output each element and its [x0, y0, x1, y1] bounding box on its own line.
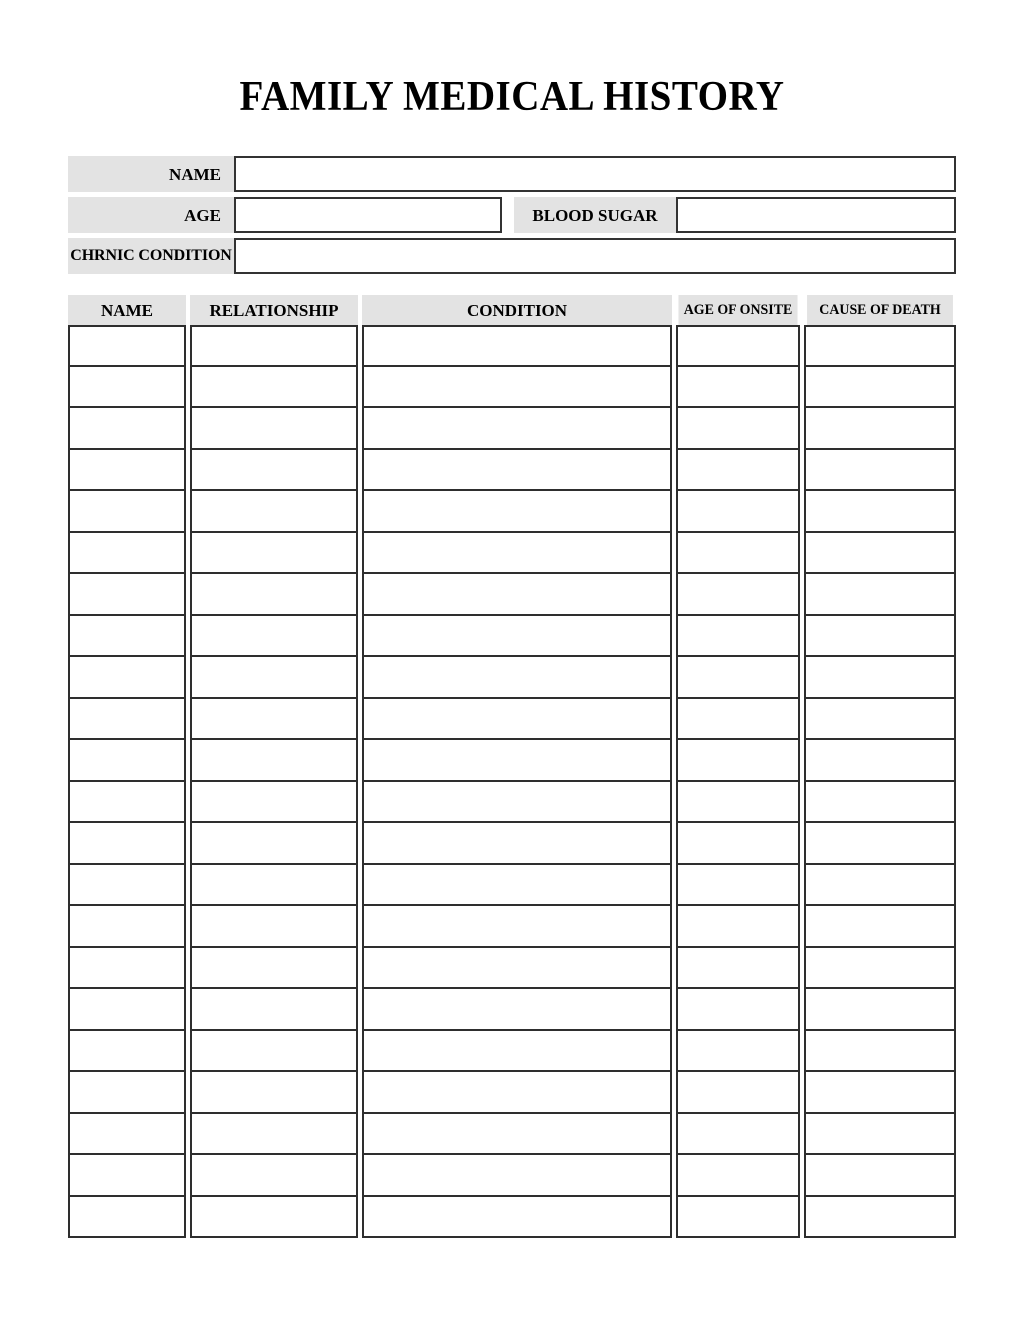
cell-age-of-onsite[interactable]	[676, 655, 800, 699]
cell-condition-wrapper	[362, 823, 672, 865]
table-row	[68, 740, 956, 782]
cell-cause-of-death[interactable]	[804, 614, 956, 658]
column-gap	[672, 295, 676, 325]
table-row	[68, 1114, 956, 1156]
cell-age-of-onsite[interactable]	[676, 1153, 800, 1197]
cell-age-of-onsite[interactable]	[676, 697, 800, 741]
cell-condition-wrapper	[362, 367, 672, 409]
cell-relationship[interactable]	[190, 1029, 358, 1073]
cell-cause-of-death[interactable]	[804, 406, 956, 450]
column-header-condition: CONDITION	[362, 295, 672, 325]
cell-relationship-wrapper	[190, 657, 358, 699]
cell-condition-wrapper	[362, 1031, 672, 1073]
cell-cause-of-death[interactable]	[804, 1153, 956, 1197]
cell-age-of-onsite[interactable]	[676, 614, 800, 658]
cell-age-of-onsite[interactable]	[676, 738, 800, 782]
cell-age-of-onsite-wrapper	[676, 906, 800, 948]
table-row	[68, 325, 956, 367]
cell-condition[interactable]	[362, 780, 672, 824]
cell-name-wrapper	[68, 1197, 186, 1239]
cell-age-of-onsite-wrapper	[676, 657, 800, 699]
cell-name-wrapper	[68, 1031, 186, 1073]
cell-name[interactable]	[68, 1029, 186, 1073]
table-row	[68, 616, 956, 658]
cell-cause-of-death[interactable]	[804, 1070, 956, 1114]
table-row	[68, 533, 956, 575]
cell-cause-of-death[interactable]	[804, 655, 956, 699]
cell-cause-of-death-wrapper	[804, 408, 956, 450]
cell-relationship[interactable]	[190, 655, 358, 699]
cell-name[interactable]	[68, 697, 186, 741]
cell-cause-of-death[interactable]	[804, 365, 956, 409]
cell-age-of-onsite-wrapper	[676, 865, 800, 907]
cell-age-of-onsite[interactable]	[676, 448, 800, 492]
cell-cause-of-death[interactable]	[804, 821, 956, 865]
cell-cause-of-death-wrapper	[804, 450, 956, 492]
table-row	[68, 906, 956, 948]
cell-age-of-onsite-wrapper	[676, 948, 800, 990]
cell-age-of-onsite-wrapper	[676, 367, 800, 409]
cell-age-of-onsite[interactable]	[676, 780, 800, 824]
cell-cause-of-death-wrapper	[804, 948, 956, 990]
cell-condition[interactable]	[362, 863, 672, 907]
cell-age-of-onsite-wrapper	[676, 1072, 800, 1114]
table-row	[68, 1031, 956, 1073]
blood-sugar-input[interactable]	[676, 197, 956, 233]
cell-relationship-wrapper	[190, 989, 358, 1031]
cell-age-of-onsite[interactable]	[676, 904, 800, 948]
name-field-row	[68, 156, 956, 192]
age-blood-sugar-row	[68, 197, 956, 233]
cell-age-of-onsite-wrapper	[676, 491, 800, 533]
cell-age-of-onsite-wrapper	[676, 1197, 800, 1239]
table-header-row	[68, 295, 956, 325]
cell-relationship-wrapper	[190, 616, 358, 658]
cell-condition-wrapper	[362, 740, 672, 782]
cell-age-of-onsite[interactable]	[676, 1112, 800, 1156]
cell-name[interactable]	[68, 946, 186, 990]
cell-name-wrapper	[68, 1114, 186, 1156]
cell-relationship-wrapper	[190, 325, 358, 367]
cell-cause-of-death[interactable]	[804, 697, 956, 741]
cell-cause-of-death[interactable]	[804, 738, 956, 782]
table-row	[68, 657, 956, 699]
cell-condition[interactable]	[362, 325, 672, 367]
cell-name[interactable]	[68, 365, 186, 409]
cell-condition-wrapper	[362, 865, 672, 907]
cell-age-of-onsite[interactable]	[676, 1195, 800, 1239]
table-row	[68, 491, 956, 533]
cell-condition-wrapper	[362, 450, 672, 492]
cell-name-wrapper	[68, 699, 186, 741]
cell-cause-of-death-wrapper	[804, 367, 956, 409]
cell-name[interactable]	[68, 1153, 186, 1197]
column-header-name: NAME	[68, 295, 186, 325]
cell-cause-of-death[interactable]	[804, 1195, 956, 1239]
cell-relationship[interactable]	[190, 1112, 358, 1156]
cell-age-of-onsite[interactable]	[676, 1029, 800, 1073]
cell-name-wrapper	[68, 865, 186, 907]
cell-condition-wrapper	[362, 1114, 672, 1156]
cell-age-of-onsite-wrapper	[676, 616, 800, 658]
cell-cause-of-death-wrapper	[804, 1031, 956, 1073]
cell-condition-wrapper	[362, 325, 672, 367]
cell-relationship-wrapper	[190, 574, 358, 616]
cell-cause-of-death-wrapper	[804, 782, 956, 824]
cell-age-of-onsite[interactable]	[676, 987, 800, 1031]
cell-relationship[interactable]	[190, 863, 358, 907]
cell-relationship-wrapper	[190, 367, 358, 409]
cell-relationship-wrapper	[190, 906, 358, 948]
cell-relationship-wrapper	[190, 948, 358, 990]
cell-relationship[interactable]	[190, 697, 358, 741]
cell-relationship-wrapper	[190, 1031, 358, 1073]
cell-cause-of-death-wrapper	[804, 699, 956, 741]
cell-relationship[interactable]	[190, 946, 358, 990]
table-row	[68, 865, 956, 907]
cell-relationship[interactable]	[190, 904, 358, 948]
table-row	[68, 574, 956, 616]
cell-name-wrapper	[68, 533, 186, 575]
cell-name-wrapper	[68, 989, 186, 1031]
cell-name-wrapper	[68, 408, 186, 450]
field-spacer	[502, 197, 514, 233]
cell-age-of-onsite-wrapper	[676, 450, 800, 492]
page-title: FAMILY MEDICAL HISTORY	[239, 74, 785, 120]
cell-cause-of-death[interactable]	[804, 987, 956, 1031]
cell-relationship[interactable]	[190, 1070, 358, 1114]
column-header-cause-of-death: CAUSE OF DEATH	[807, 295, 953, 325]
cell-age-of-onsite[interactable]	[676, 489, 800, 533]
cell-cause-of-death-wrapper	[804, 989, 956, 1031]
cell-condition[interactable]	[362, 904, 672, 948]
cell-name-wrapper	[68, 906, 186, 948]
cell-age-of-onsite[interactable]	[676, 406, 800, 450]
cell-relationship[interactable]	[190, 780, 358, 824]
cell-cause-of-death[interactable]	[804, 489, 956, 533]
table-row	[68, 823, 956, 865]
cell-name[interactable]	[68, 325, 186, 367]
cell-relationship-wrapper	[190, 740, 358, 782]
cell-condition-wrapper	[362, 906, 672, 948]
cell-cause-of-death-wrapper	[804, 657, 956, 699]
cell-condition[interactable]	[362, 697, 672, 741]
cell-relationship-wrapper	[190, 1114, 358, 1156]
cell-condition[interactable]	[362, 1112, 672, 1156]
cell-age-of-onsite[interactable]	[676, 325, 800, 367]
column-gap	[800, 295, 804, 325]
cell-relationship[interactable]	[190, 614, 358, 658]
cell-condition[interactable]	[362, 946, 672, 990]
cell-cause-of-death[interactable]	[804, 780, 956, 824]
cell-condition[interactable]	[362, 406, 672, 450]
cell-age-of-onsite[interactable]	[676, 821, 800, 865]
cell-age-of-onsite-wrapper	[676, 1114, 800, 1156]
cell-cause-of-death-wrapper	[804, 1197, 956, 1239]
cell-name[interactable]	[68, 448, 186, 492]
cell-cause-of-death-wrapper	[804, 1155, 956, 1197]
cell-cause-of-death[interactable]	[804, 904, 956, 948]
cell-relationship[interactable]	[190, 448, 358, 492]
name-input[interactable]	[234, 156, 956, 192]
chronic-condition-input[interactable]	[234, 238, 956, 274]
cell-condition[interactable]	[362, 365, 672, 409]
cell-name[interactable]	[68, 821, 186, 865]
cell-name[interactable]	[68, 531, 186, 575]
cell-cause-of-death-wrapper	[804, 1072, 956, 1114]
cell-cause-of-death-wrapper	[804, 1114, 956, 1156]
chronic-condition-field-label: CHRNIC CONDITION	[68, 238, 234, 274]
cell-age-of-onsite-wrapper	[676, 1031, 800, 1073]
table-row	[68, 1155, 956, 1197]
cell-cause-of-death-wrapper	[804, 906, 956, 948]
table-row	[68, 450, 956, 492]
table-row	[68, 408, 956, 450]
cell-condition-wrapper	[362, 657, 672, 699]
cell-relationship[interactable]	[190, 325, 358, 367]
cell-condition-wrapper	[362, 1155, 672, 1197]
cell-age-of-onsite[interactable]	[676, 365, 800, 409]
cell-cause-of-death[interactable]	[804, 1029, 956, 1073]
table-row	[68, 1072, 956, 1114]
cell-relationship-wrapper	[190, 533, 358, 575]
cell-relationship-wrapper	[190, 782, 358, 824]
table-row	[68, 989, 956, 1031]
cell-relationship[interactable]	[190, 987, 358, 1031]
cell-age-of-onsite-wrapper	[676, 782, 800, 824]
cell-condition[interactable]	[362, 1029, 672, 1073]
cell-condition-wrapper	[362, 616, 672, 658]
cell-relationship[interactable]	[190, 406, 358, 450]
cell-condition[interactable]	[362, 614, 672, 658]
cell-condition-wrapper	[362, 782, 672, 824]
cell-condition[interactable]	[362, 572, 672, 616]
cell-condition[interactable]	[362, 448, 672, 492]
cell-name-wrapper	[68, 782, 186, 824]
cell-name-wrapper	[68, 823, 186, 865]
cell-age-of-onsite-wrapper	[676, 740, 800, 782]
cell-age-of-onsite-wrapper	[676, 699, 800, 741]
cell-name[interactable]	[68, 614, 186, 658]
cell-relationship-wrapper	[190, 1072, 358, 1114]
age-input[interactable]	[234, 197, 502, 233]
cell-cause-of-death[interactable]	[804, 325, 956, 367]
cell-cause-of-death-wrapper	[804, 616, 956, 658]
cell-condition[interactable]	[362, 821, 672, 865]
cell-name[interactable]	[68, 904, 186, 948]
cell-age-of-onsite[interactable]	[676, 531, 800, 575]
cell-cause-of-death-wrapper	[804, 325, 956, 367]
cell-name[interactable]	[68, 863, 186, 907]
cell-cause-of-death[interactable]	[804, 572, 956, 616]
cell-name-wrapper	[68, 1155, 186, 1197]
cell-relationship[interactable]	[190, 531, 358, 575]
cell-age-of-onsite-wrapper	[676, 408, 800, 450]
cell-condition-wrapper	[362, 533, 672, 575]
cell-name-wrapper	[68, 450, 186, 492]
cell-age-of-onsite-wrapper	[676, 325, 800, 367]
table-row	[68, 367, 956, 409]
cell-age-of-onsite-wrapper	[676, 533, 800, 575]
cell-condition[interactable]	[362, 987, 672, 1031]
cell-name-wrapper	[68, 491, 186, 533]
cell-name-wrapper	[68, 1072, 186, 1114]
cell-relationship-wrapper	[190, 823, 358, 865]
cell-name-wrapper	[68, 367, 186, 409]
chronic-condition-row	[68, 238, 956, 274]
cell-relationship-wrapper	[190, 865, 358, 907]
cell-condition[interactable]	[362, 738, 672, 782]
cell-age-of-onsite[interactable]	[676, 863, 800, 907]
cell-age-of-onsite[interactable]	[676, 946, 800, 990]
cell-name-wrapper	[68, 574, 186, 616]
table-row	[68, 948, 956, 990]
cell-relationship[interactable]	[190, 1195, 358, 1239]
cell-name-wrapper	[68, 325, 186, 367]
cell-name[interactable]	[68, 1070, 186, 1114]
table-row	[68, 782, 956, 824]
cell-age-of-onsite[interactable]	[676, 1070, 800, 1114]
table-body	[68, 325, 956, 1238]
cell-cause-of-death-wrapper	[804, 823, 956, 865]
cell-age-of-onsite[interactable]	[676, 572, 800, 616]
family-history-table	[68, 295, 956, 1238]
cell-condition[interactable]	[362, 1153, 672, 1197]
cell-relationship-wrapper	[190, 1197, 358, 1239]
cell-name[interactable]	[68, 406, 186, 450]
table-row	[68, 1197, 956, 1239]
cell-cause-of-death[interactable]	[804, 531, 956, 575]
cell-condition-wrapper	[362, 699, 672, 741]
cell-relationship[interactable]	[190, 489, 358, 533]
cell-condition-wrapper	[362, 948, 672, 990]
cell-relationship[interactable]	[190, 572, 358, 616]
table-row	[68, 699, 956, 741]
age-field-label: AGE	[68, 197, 234, 233]
cell-relationship-wrapper	[190, 1155, 358, 1197]
cell-name[interactable]	[68, 1112, 186, 1156]
cell-cause-of-death-wrapper	[804, 574, 956, 616]
cell-condition-wrapper	[362, 1072, 672, 1114]
cell-cause-of-death-wrapper	[804, 865, 956, 907]
cell-relationship-wrapper	[190, 408, 358, 450]
cell-condition-wrapper	[362, 574, 672, 616]
cell-relationship[interactable]	[190, 365, 358, 409]
cell-age-of-onsite-wrapper	[676, 574, 800, 616]
cell-cause-of-death[interactable]	[804, 1112, 956, 1156]
column-header-age-of-onsite: AGE OF ONSITE	[678, 295, 797, 325]
cell-relationship-wrapper	[190, 699, 358, 741]
cell-name[interactable]	[68, 572, 186, 616]
cell-condition[interactable]	[362, 489, 672, 533]
cell-cause-of-death-wrapper	[804, 491, 956, 533]
cell-cause-of-death[interactable]	[804, 946, 956, 990]
cell-name[interactable]	[68, 655, 186, 699]
cell-relationship-wrapper	[190, 450, 358, 492]
cell-condition[interactable]	[362, 655, 672, 699]
cell-name-wrapper	[68, 948, 186, 990]
column-header-relationship: RELATIONSHIP	[190, 295, 358, 325]
cell-name[interactable]	[68, 738, 186, 782]
cell-condition[interactable]	[362, 531, 672, 575]
cell-name[interactable]	[68, 987, 186, 1031]
cell-condition[interactable]	[362, 1195, 672, 1239]
cell-name-wrapper	[68, 616, 186, 658]
cell-name[interactable]	[68, 489, 186, 533]
cell-cause-of-death-wrapper	[804, 740, 956, 782]
cell-relationship[interactable]	[190, 738, 358, 782]
cell-cause-of-death-wrapper	[804, 533, 956, 575]
cell-relationship[interactable]	[190, 821, 358, 865]
cell-age-of-onsite-wrapper	[676, 989, 800, 1031]
cell-condition-wrapper	[362, 1197, 672, 1239]
cell-condition-wrapper	[362, 408, 672, 450]
cell-relationship[interactable]	[190, 1153, 358, 1197]
cell-cause-of-death[interactable]	[804, 863, 956, 907]
cell-name-wrapper	[68, 657, 186, 699]
cell-condition[interactable]	[362, 1070, 672, 1114]
cell-condition-wrapper	[362, 491, 672, 533]
name-field-label: NAME	[68, 156, 234, 192]
cell-name-wrapper	[68, 740, 186, 782]
cell-condition-wrapper	[362, 989, 672, 1031]
blood-sugar-field-label: BLOOD SUGAR	[514, 197, 676, 233]
patient-info-fields	[68, 156, 956, 279]
cell-relationship-wrapper	[190, 491, 358, 533]
cell-name[interactable]	[68, 1195, 186, 1239]
cell-name[interactable]	[68, 780, 186, 824]
cell-age-of-onsite-wrapper	[676, 1155, 800, 1197]
cell-age-of-onsite-wrapper	[676, 823, 800, 865]
cell-cause-of-death[interactable]	[804, 448, 956, 492]
